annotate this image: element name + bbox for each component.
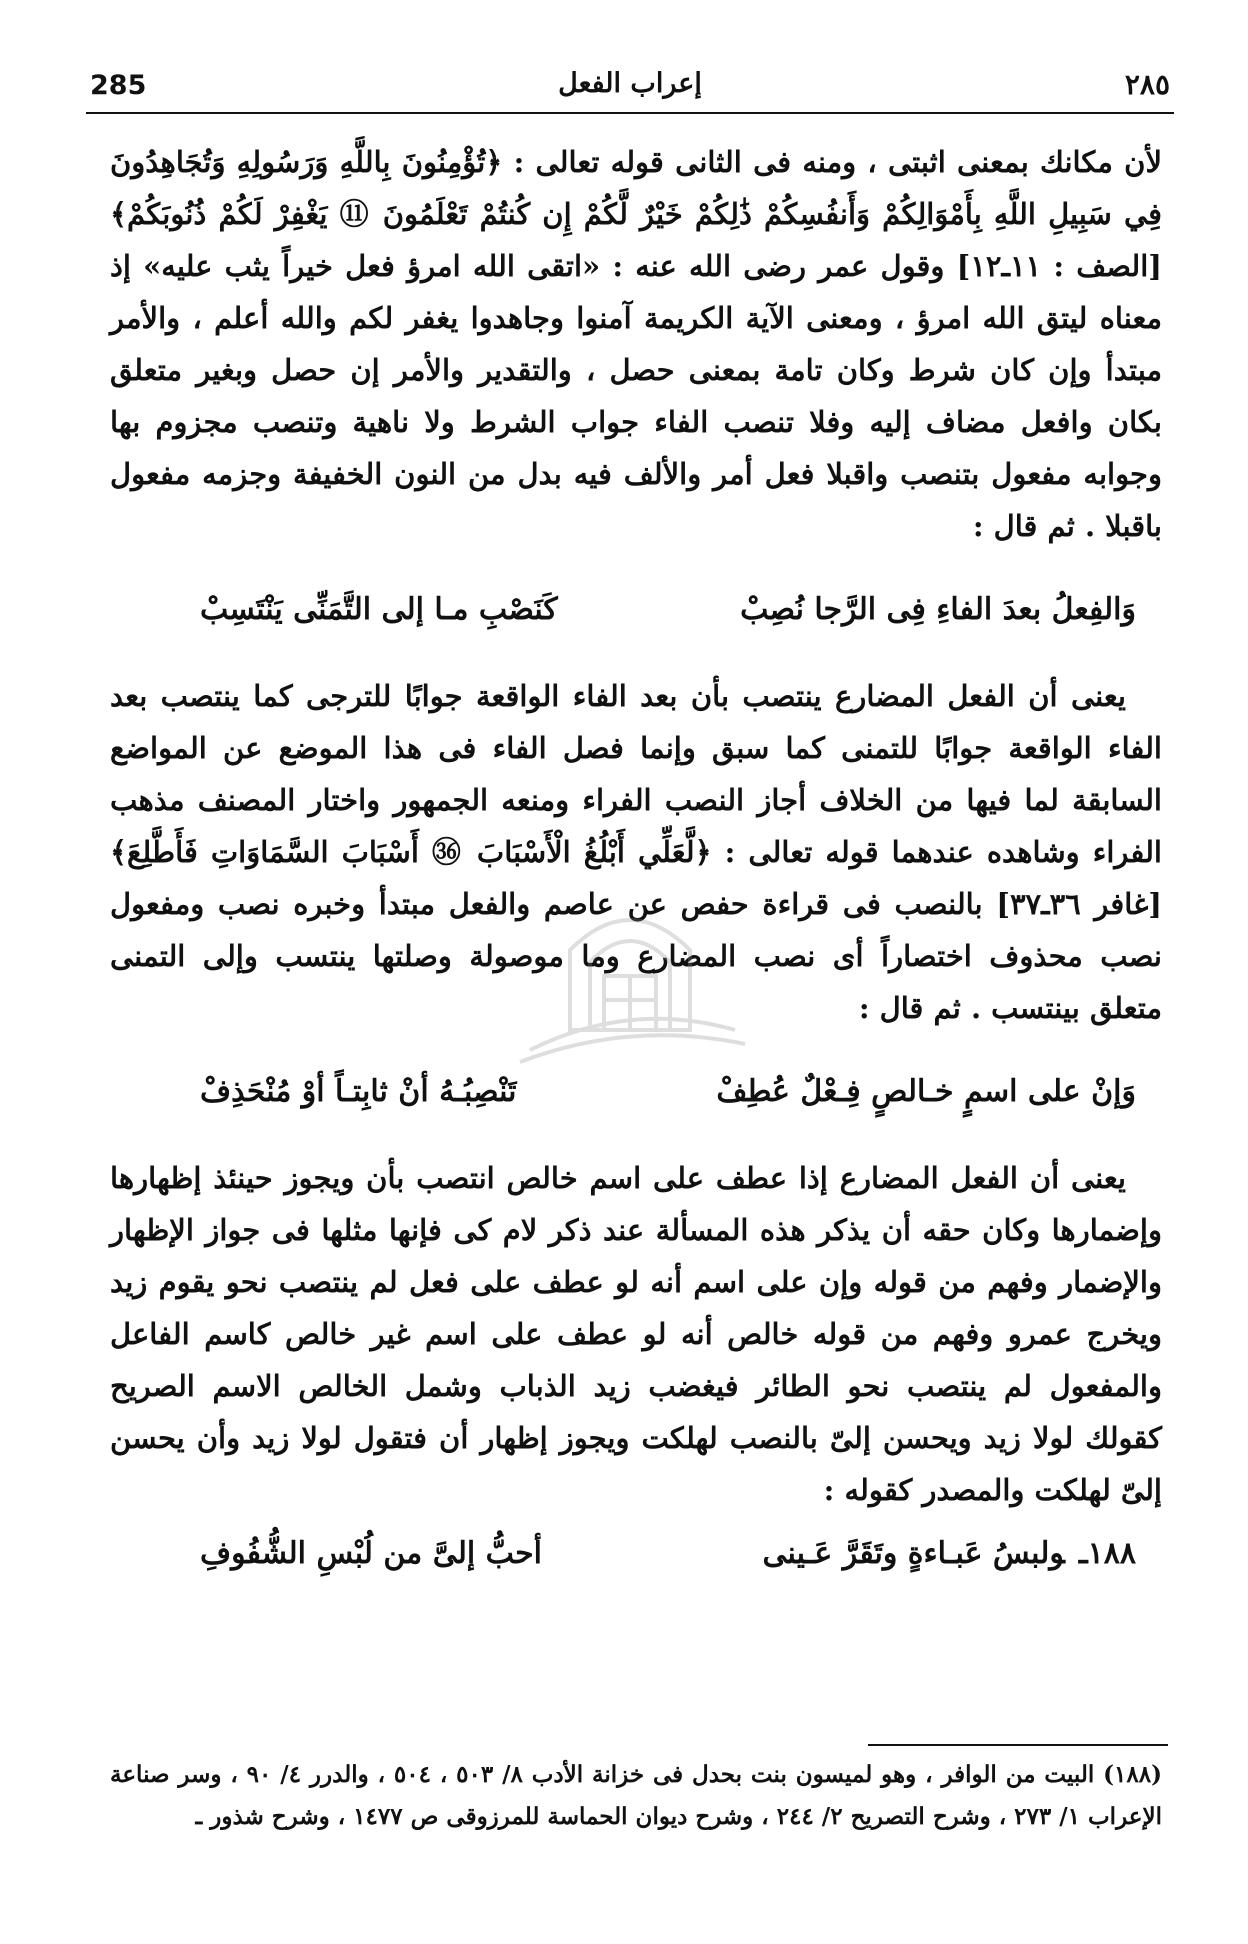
verse-3-first-hemistich-text: ولبسُ عَبـاءةٍ وتَقَرَّ عَـينى: [762, 1536, 1065, 1571]
paragraph-2: يعنى أن الفعل المضارع ينتصب بأن بعد الفاء الواقعة جوابًا للترجى كما ينتصب بعد الفاء الواقعة جوابًا للتمنى كما سبق وإنما فصل الفاء فى هذا الموضع عن المواضع السابقة لما فيها من الخلاف أجاز النصب الفراء ومنعه الجمهور واختار المصنف مذهب الفراء وشاهده عندهما قوله تعالى : ﴿لَّعَلِّي أَبْلُغُ الْأَسْبَابَ ㊱ أَسْبَابَ السَّمَاوَاتِ فَأَطَّلِعَ﴾ [غافر ٣٦ـ٣٧] بالنصب فى قراءة حفص عن عاصم والفعل مبتدأ وخبره نصب ومفعول نصب محذوف اختصاراً أى نصب المضارع وما موصولة وصلتها ينتسب وإلى التمنى متعلق بينتسب . ثم قال :: [110, 679, 1162, 1025]
verse-1: [200, 582, 1136, 638]
running-header: [90, 62, 1170, 112]
verse-1-first-hemistich: وَالفِعلُ بعدَ الفاءِ فِى الرَّجا نُصِبْ: [740, 592, 1136, 627]
verse-2-first-hemistich: وَإنْ على اسمٍ خـالصٍ فِـعْلٌ عُطِفْ: [716, 1074, 1136, 1109]
verse-number: ١٨٨ـ: [1078, 1536, 1136, 1571]
page-number-arabic: ٢٨٥: [1124, 68, 1170, 101]
verse-1-second-hemistich: كَنَصْبِ مـا إلى التَّمَنِّى يَنْتَسِبْ: [200, 592, 558, 627]
page-number-latin: 285: [90, 70, 147, 101]
paragraph-1: لأن مكانك بمعنى اثبتى ، ومنه فى الثانى قوله تعالى : ﴿تُؤْمِنُونَ بِاللَّهِ وَرَسُولِهِ وَتُجَاهِدُونَ فِي سَبِيلِ اللَّهِ بِأَمْوَالِكُمْ وَأَنفُسِكُمْ ذَٰلِكُمْ خَيْرٌ لَّكُمْ إِن كُنتُمْ تَعْلَمُونَ ⑪ يَغْفِرْ لَكُمْ ذُنُوبَكُمْ﴾ [الصف : ١١ـ١٢] وقول عمر رضى الله عنه : «اتقى الله امرؤ فعل خيراً يثب عليه» إذ معناه ليتق الله امرؤ ، ومعنى الآية الكريمة آمنوا وجاهدوا يغفر لكم والله أعلم ، والأمر مبتدأ وإن كان شرط وكان تامة بمعنى حصل ، والتقدير والأمر إن حصل وبغير متعلق بكان وافعل مضاف إليه وفلا تنصب الفاء جواب الشرط ولا ناهية وتنصب مجزوم بها وجوابه مفعول بتنصب واقبلا فعل أمر والألف فيه بدل من النون الخفيفة وجزمه مفعول باقبلا . ثم قال :: [110, 145, 1162, 543]
main-text: [110, 136, 1162, 1592]
verse-3-second-hemistich: أحبُّ إلىَّ من لُبْسِ الشُّفُوفِ: [200, 1536, 542, 1571]
chapter-title: إعراب الفعل: [558, 68, 702, 99]
footnotes: [110, 1754, 1162, 1838]
paragraph-3: يعنى أن الفعل المضارع إذا عطف على اسم خالص انتصب بأن ويجوز حينئذ إظهارها وإضمارها وكان حقه أن يذكر هذه المسألة عند ذكر لام كى فإنها مثلها فى جواز الإظهار والإضمار وفهم من قوله وإن على اسم أنه لو عطف على فعل لم ينتصب نحو يقوم زيد ويخرج عمرو وفهم من قوله خالص أنه لو عطف على اسم غير خالص كاسم الفاعل والمفعول لم ينتصب نحو الطائر فيغضب زيد الذباب وشمل الخالص الاسم الصريح كقولك لولا زيد ويحسن إلىّ بالنصب لهلكت ويجوز إظهار أن فتقول لولا زيد وأن يحسن إلىّ لهلكت والمصدر كقوله :: [110, 1161, 1162, 1507]
footnote-divider: [868, 1744, 1168, 1746]
footnote-188: (١٨٨) البيت من الوافر ، وهو لميسون بنت بحدل فى خزانة الأدب ٨/ ٥٠٣ ، ٥٠٤ ، والدرر ٤/ ٩٠ ، وسر صناعة الإعراب ١/ ٢٧٣ ، وشرح التصريح ٢/ ٢٤٤ ، وشرح ديوان الحماسة للمرزوقى ص ١٤٧٧ ، وشرح شذور ـ: [110, 1761, 1162, 1830]
header-divider: [86, 112, 1174, 114]
library-seal-watermark-icon: [500, 880, 760, 1080]
verse-2-second-hemistich: تَنْصِبُـهُ أنْ ثابِتـاً أوْ مُنْحَذِفْ: [200, 1074, 517, 1109]
verse-3: [200, 1526, 1136, 1582]
verse-3-first-hemistich: [763, 1526, 1136, 1582]
